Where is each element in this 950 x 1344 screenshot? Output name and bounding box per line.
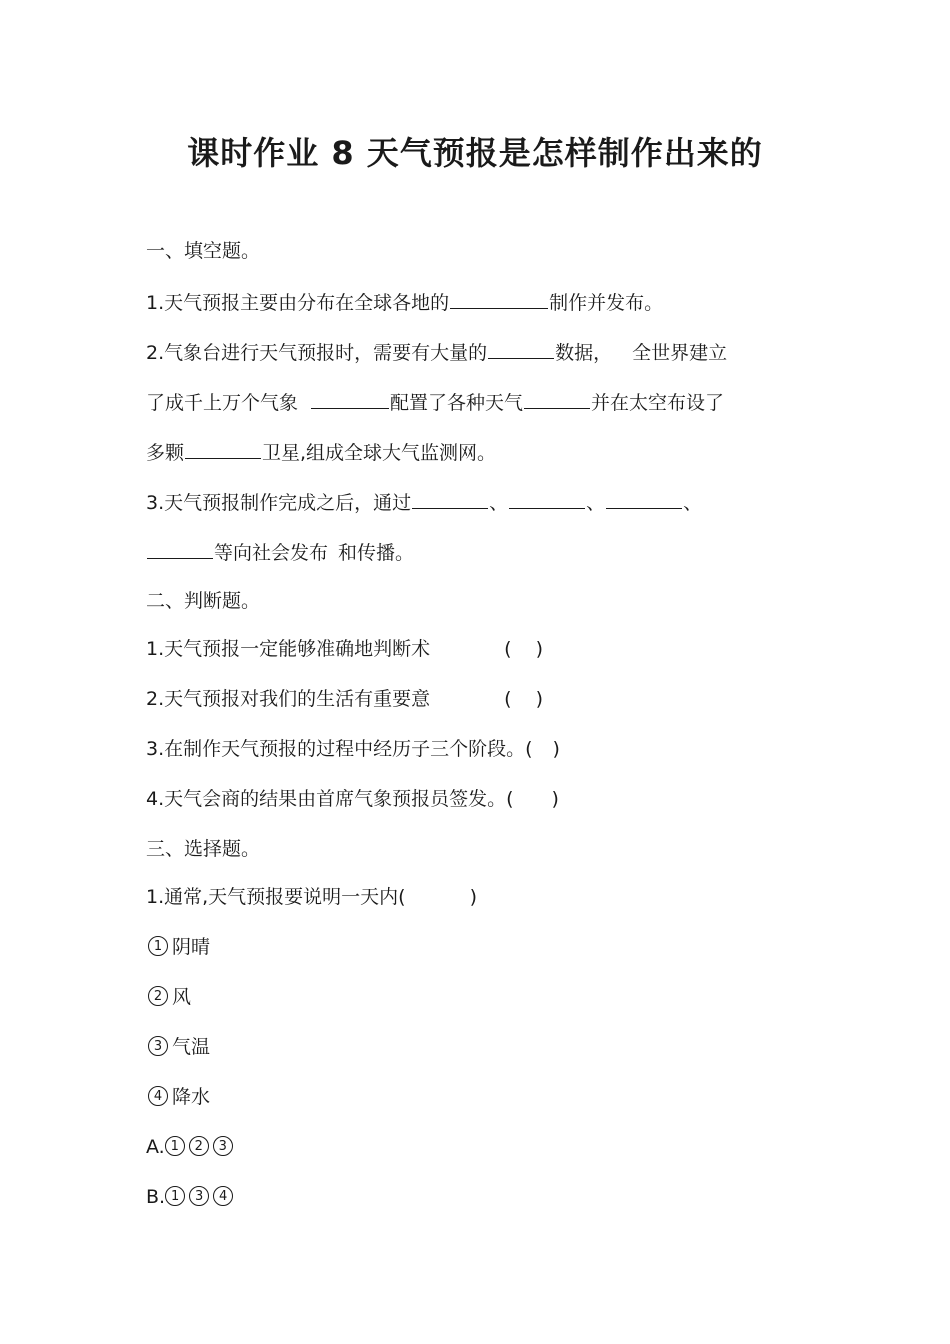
question-fill-2-line3 <box>146 438 496 466</box>
question-text: 制作并发布。 <box>549 292 664 314</box>
answer-blank[interactable] <box>412 488 488 509</box>
question-fill-2-line1 <box>146 338 727 366</box>
circled-number: 3 <box>148 1036 168 1056</box>
choice-label: B. <box>146 1186 166 1208</box>
circled-number: 1 <box>165 1186 185 1206</box>
question-text: 4.天气会商的结果由首席气象预报员签发。( <box>146 788 514 810</box>
answer-blank[interactable] <box>147 538 213 559</box>
section-heading-true-false: 二、判断题。 <box>146 590 261 612</box>
question-text: 3.天气预报制作完成之后，通过 <box>146 492 412 514</box>
option-text: 风 <box>172 986 192 1008</box>
circled-number: 4 <box>213 1186 233 1206</box>
question-text: 2.气象台进行天气预报时，需要有大量的 <box>146 342 488 364</box>
answer-paren-close[interactable]: ) <box>552 738 560 760</box>
question-mc-1 <box>146 884 477 910</box>
page-title: 课时作业 8 天气预报是怎样制作出来的 <box>187 134 763 172</box>
question-tf-1 <box>146 636 543 662</box>
section-heading-fill-blank: 一、填空题。 <box>146 240 261 262</box>
answer-blank[interactable] <box>488 338 554 359</box>
question-text: 了成千上万个气象 <box>146 392 299 414</box>
circled-number: 3 <box>189 1186 209 1206</box>
separator: 、 <box>489 492 509 514</box>
option-text: 阴晴 <box>172 936 211 958</box>
separator: 、 <box>586 492 606 514</box>
question-text: 3.在制作天气预报的过程中经历子三个阶段。( <box>146 738 533 760</box>
question-fill-1 <box>146 288 663 316</box>
circled-number: 2 <box>189 1136 209 1156</box>
answer-blank[interactable] <box>524 388 590 409</box>
question-text: 2.天气预报对我们的生活有重要意 <box>146 688 431 710</box>
option-text: 降水 <box>172 1086 211 1108</box>
answer-paren-close[interactable]: ) <box>469 886 478 908</box>
question-text: 卫星,组成全球大气监测网。 <box>262 442 497 464</box>
circled-number: 3 <box>213 1136 233 1156</box>
answer-blank[interactable] <box>311 388 389 409</box>
answer-blank[interactable] <box>450 288 548 309</box>
option-text: 气温 <box>172 1036 211 1058</box>
question-tf-3 <box>146 736 560 762</box>
answer-blank[interactable] <box>606 488 682 509</box>
option-item <box>148 984 191 1010</box>
question-fill-3-line1 <box>146 488 702 516</box>
answer-paren-close[interactable]: ) <box>551 788 559 810</box>
question-tf-2 <box>146 686 543 712</box>
section-heading-multiple-choice: 三、选择题。 <box>146 838 261 860</box>
question-text: 1.天气预报一定能够准确地判断术 <box>146 638 431 660</box>
option-item <box>148 1084 210 1110</box>
question-text: 等向社会发布 <box>214 542 329 564</box>
question-fill-2-line2 <box>146 388 724 416</box>
question-text: 配置了各种天气 <box>390 392 524 414</box>
question-text: 1.天气预报主要由分布在全球各地的 <box>146 292 450 314</box>
question-text: 1.通常,天气预报要说明一天内( <box>146 886 406 908</box>
answer-paren-open[interactable]: ( <box>504 688 512 710</box>
answer-paren-close[interactable]: ) <box>535 688 543 710</box>
question-tf-4 <box>146 786 559 812</box>
circled-number: 1 <box>165 1136 185 1156</box>
option-item <box>148 934 210 960</box>
answer-blank[interactable] <box>185 438 261 459</box>
question-text: 全世界建立 <box>632 342 728 364</box>
answer-paren-open[interactable]: ( <box>504 638 512 660</box>
question-fill-3-line2 <box>146 538 414 566</box>
choice-b[interactable] <box>146 1184 237 1210</box>
question-text: 并在太空布设了 <box>591 392 725 414</box>
question-text: 多颗 <box>146 442 185 464</box>
circled-number: 2 <box>148 986 168 1006</box>
answer-paren-close[interactable]: ) <box>535 638 543 660</box>
separator: 、 <box>683 492 703 514</box>
circled-number: 1 <box>148 936 168 956</box>
question-text: 数据， <box>555 342 613 364</box>
choice-label: A. <box>146 1136 165 1158</box>
question-text: 和传播。 <box>338 542 415 564</box>
choice-a[interactable] <box>146 1134 237 1160</box>
option-item <box>148 1034 210 1060</box>
answer-blank[interactable] <box>509 488 585 509</box>
circled-number: 4 <box>148 1086 168 1106</box>
